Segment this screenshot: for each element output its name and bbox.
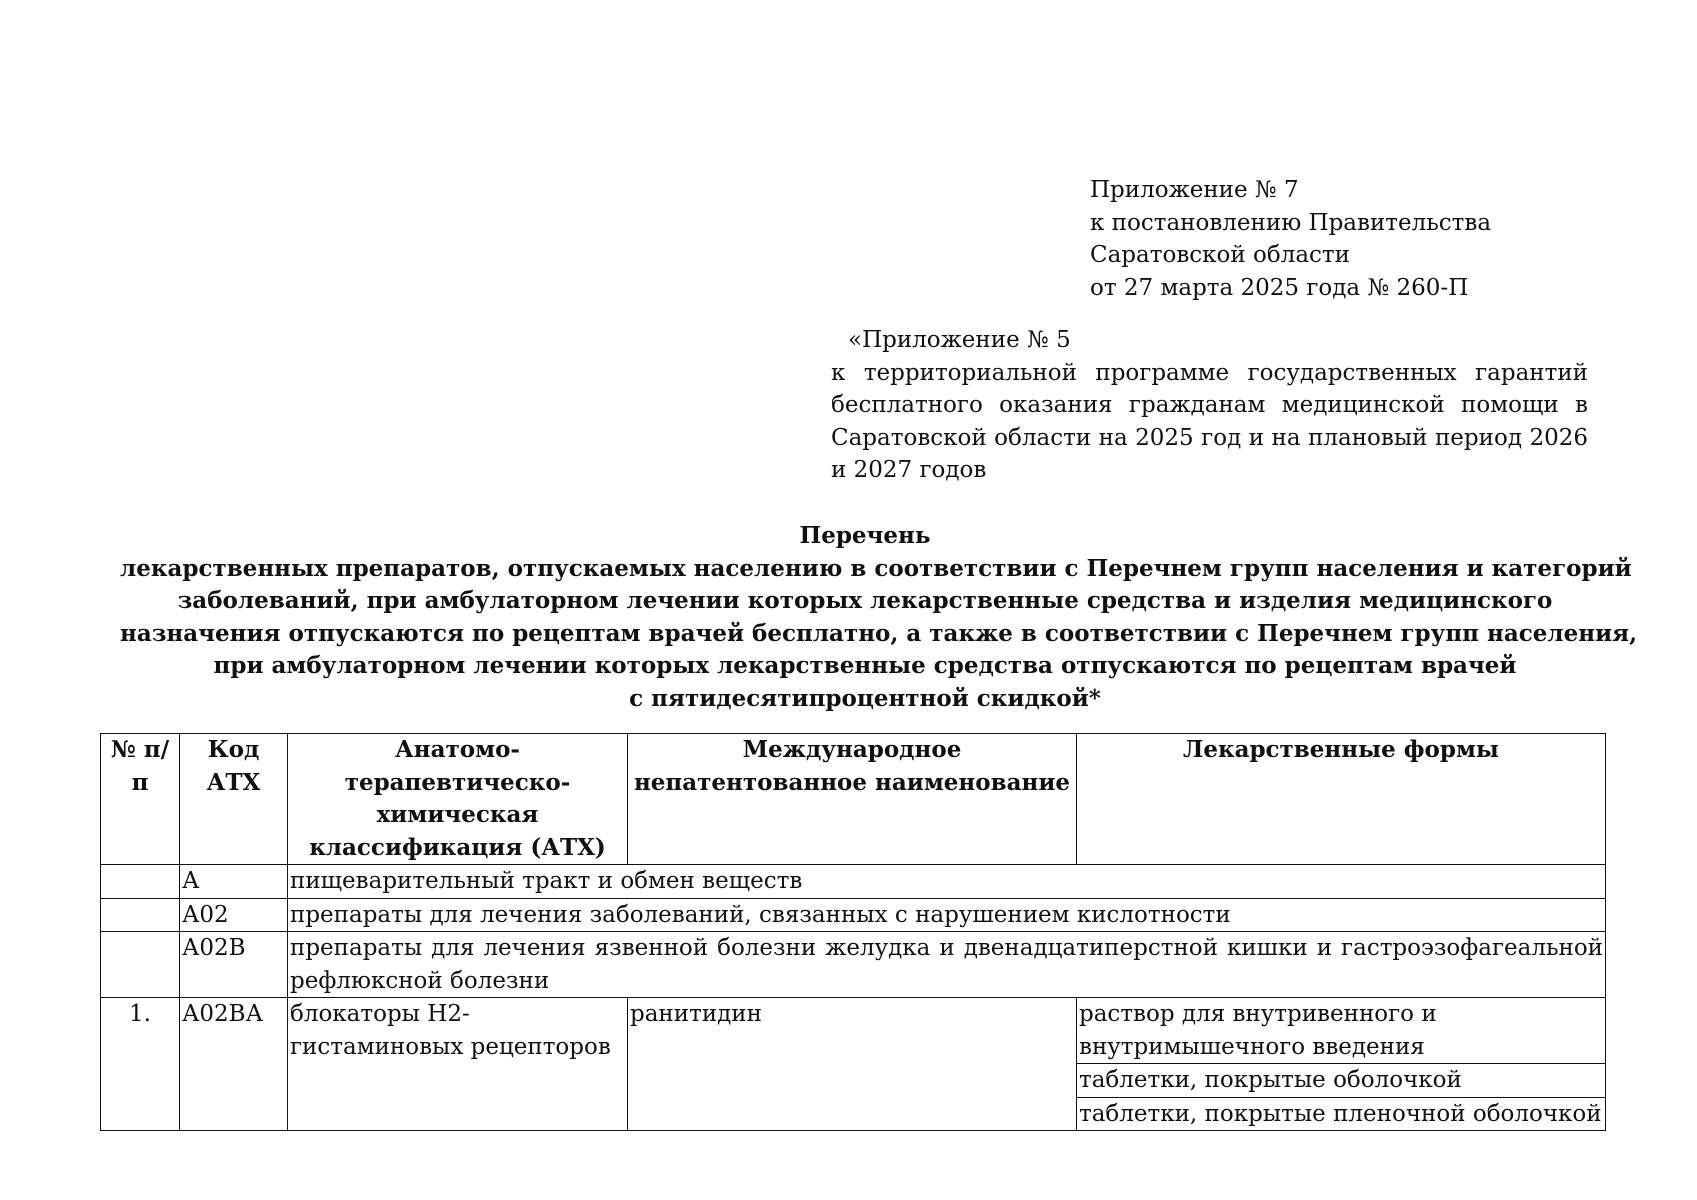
document-title bbox=[120, 520, 1638, 715]
title-line: Перечень bbox=[799, 522, 931, 549]
table-row bbox=[101, 998, 1606, 1064]
header-inn: Международное непатентованное наименование bbox=[628, 734, 1077, 865]
group-description: пищеварительный тракт и обмен веществ bbox=[288, 865, 1606, 899]
appendix-resolution: к постановлению Правительства bbox=[1090, 209, 1492, 236]
atc-code: А02В bbox=[180, 932, 288, 998]
table-row bbox=[101, 865, 1606, 899]
previous-appendix-block bbox=[831, 324, 1588, 487]
atc-code: А02 bbox=[180, 898, 288, 932]
dosage-form: таблетки, покрытые оболочкой bbox=[1077, 1064, 1606, 1098]
atc-classification: блокаторы Н2-гистаминовых рецепторов bbox=[288, 998, 628, 1131]
atc-code: А02ВА bbox=[180, 998, 288, 1131]
row-number bbox=[101, 932, 180, 998]
group-description: препараты для лечения язвенной болезни желудка и двенадцатиперстной кишки и гастроэзофагеальной рефлюксной болезни bbox=[288, 932, 1606, 998]
previous-appendix-number: «Приложение № 5 bbox=[848, 327, 1071, 353]
title-line: заболеваний, при амбулаторном лечении которых лекарственные средства и изделия медицинского bbox=[177, 587, 1553, 614]
row-number: 1. bbox=[101, 998, 180, 1131]
title-line: при амбулаторном лечении которых лекарственные средства отпускаются по рецептам врачей bbox=[213, 652, 1517, 679]
table-row bbox=[101, 932, 1606, 998]
header-atc-classification: Анатомо-терапевтическо-химическая классификация (АТХ) bbox=[288, 734, 628, 865]
inn-name: ранитидин bbox=[628, 998, 1077, 1131]
appendix-block bbox=[1090, 174, 1491, 304]
header-dosage-forms: Лекарственные формы bbox=[1077, 734, 1606, 865]
dosage-form: раствор для внутривенного и внутримышечного введения bbox=[1077, 998, 1606, 1064]
header-number: № п/п bbox=[101, 734, 180, 865]
drug-list-table bbox=[100, 733, 1606, 1131]
title-line: лекарственных препаратов, отпускаемых населению в соответствии с Перечнем групп населения и категорий bbox=[120, 554, 1632, 582]
atc-code: А bbox=[180, 865, 288, 899]
title-line: назначения отпускаются по рецептам врачей бесплатно, а также в соответствии с Перечнем групп населения, bbox=[120, 619, 1638, 647]
previous-appendix-text: к территориальной программе государственных гарантий бесплатного оказания гражданам медицинской помощи в Саратовской области на 2025 год и на плановый период 2026 и 2027 годов bbox=[831, 359, 1588, 483]
appendix-date: от 27 марта 2025 года № 260-П bbox=[1090, 274, 1469, 301]
table-header-row bbox=[101, 734, 1606, 865]
appendix-region: Саратовской области bbox=[1090, 242, 1350, 268]
row-number bbox=[101, 865, 180, 899]
dosage-form: таблетки, покрытые пленочной оболочкой bbox=[1077, 1097, 1606, 1131]
header-atc-code: Код АТХ bbox=[180, 734, 288, 865]
title-line: с пятидесятипроцентной скидкой* bbox=[629, 684, 1101, 712]
group-description: препараты для лечения заболеваний, связанных с нарушением кислотности bbox=[288, 898, 1606, 932]
table-row bbox=[101, 898, 1606, 932]
appendix-number: Приложение № 7 bbox=[1090, 177, 1299, 203]
row-number bbox=[101, 898, 180, 932]
